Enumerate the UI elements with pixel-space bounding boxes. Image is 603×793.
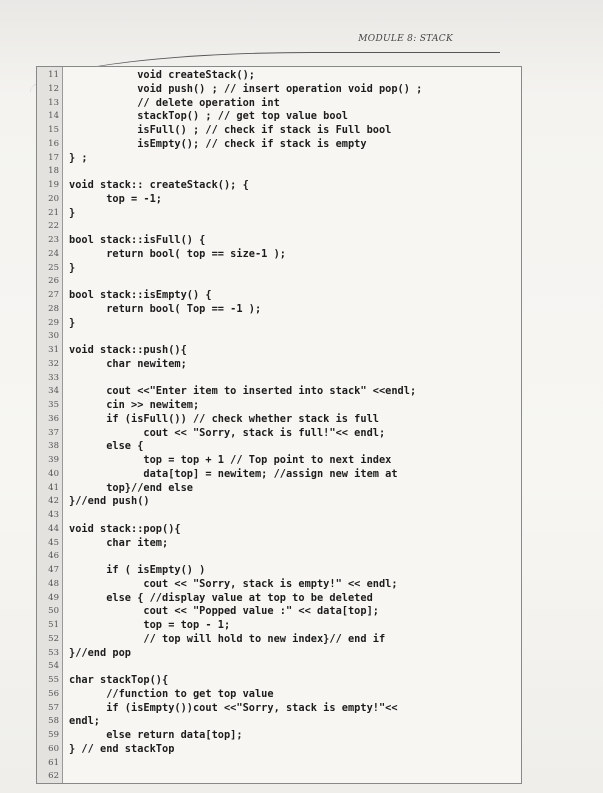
code-line xyxy=(37,550,521,563)
code-text: // delete operation int xyxy=(69,96,280,109)
line-number: 34 xyxy=(48,386,59,397)
line-number: 51 xyxy=(48,620,59,630)
code-line xyxy=(37,440,521,453)
line-number: 31 xyxy=(48,345,59,355)
code-text: bool stack::isFull() { xyxy=(69,234,206,246)
line-number: 55 xyxy=(48,675,59,685)
code-line xyxy=(37,344,521,357)
code-text: return bool( top == size-1 ); xyxy=(69,247,286,260)
line-number: 28 xyxy=(48,303,59,314)
code-text: char newitem; xyxy=(69,357,187,370)
code-text: void createStack(); xyxy=(69,69,255,81)
code-text: if ( isEmpty() ) xyxy=(69,564,206,576)
code-line xyxy=(37,152,521,165)
line-number: 21 xyxy=(48,207,59,218)
line-number: 45 xyxy=(48,537,59,548)
line-number: 16 xyxy=(48,138,59,149)
line-number: 14 xyxy=(48,111,59,122)
code-text: void stack:: createStack(); { xyxy=(69,179,249,191)
line-number: 23 xyxy=(48,235,59,245)
code-text: } xyxy=(69,206,76,219)
code-line xyxy=(37,495,521,508)
code-line xyxy=(37,605,521,618)
line-number: 37 xyxy=(48,427,59,438)
code-text: top = -1; xyxy=(69,192,162,205)
code-text: void stack::push(){ xyxy=(69,344,187,356)
code-text: top = top + 1 // Top point to next index xyxy=(69,454,392,466)
code-text: else { xyxy=(69,440,144,453)
line-number: 19 xyxy=(48,180,59,190)
line-number: 38 xyxy=(48,441,59,452)
code-text: cout << "Popped value :" << data[top]; xyxy=(69,605,379,618)
code-line xyxy=(37,454,521,467)
line-number: 12 xyxy=(48,83,59,94)
code-line xyxy=(37,385,521,398)
code-text: return bool( Top == -1 ); xyxy=(69,302,262,315)
line-number: 11 xyxy=(48,70,59,80)
code-line xyxy=(37,413,521,426)
line-number: 57 xyxy=(48,702,59,713)
line-number: 47 xyxy=(48,565,59,575)
line-number: 13 xyxy=(48,97,59,108)
line-number: 58 xyxy=(48,716,59,727)
line-number: 52 xyxy=(48,633,59,644)
code-line xyxy=(37,262,521,275)
code-line xyxy=(37,509,521,522)
code-line xyxy=(37,97,521,110)
code-text: endl; xyxy=(69,715,100,728)
line-number: 33 xyxy=(48,372,59,383)
line-number: 24 xyxy=(48,248,59,259)
line-number: 49 xyxy=(48,592,59,603)
code-line xyxy=(37,523,521,536)
code-text: } xyxy=(69,316,76,329)
code-text: stackTop() ; // get top value bool xyxy=(69,110,348,123)
code-text: cin >> newitem; xyxy=(69,399,200,411)
code-text: if (isEmpty())cout <<"Sorry, stack is empty!"<< xyxy=(69,701,398,714)
line-number: 46 xyxy=(48,551,59,562)
code-line xyxy=(37,715,521,728)
code-text: } // end stackTop xyxy=(69,742,175,755)
code-line xyxy=(37,275,521,288)
line-number: 35 xyxy=(48,400,59,410)
code-text: else { //display value at top to be deleted xyxy=(69,591,373,604)
line-number: 62 xyxy=(48,771,59,782)
line-number: 17 xyxy=(48,152,59,163)
line-number: 18 xyxy=(48,166,59,177)
code-line xyxy=(37,743,521,756)
code-line xyxy=(37,193,521,206)
code-line xyxy=(37,372,521,385)
code-line xyxy=(37,592,521,605)
line-number: 25 xyxy=(48,262,59,273)
line-number: 22 xyxy=(48,221,59,232)
code-listing xyxy=(36,66,522,784)
code-text: else return data[top]; xyxy=(69,729,243,741)
code-text: }//end push() xyxy=(69,495,150,508)
code-line xyxy=(37,660,521,673)
line-number: 60 xyxy=(48,743,59,754)
code-text: } xyxy=(69,261,76,274)
code-line xyxy=(37,564,521,577)
code-text: isEmpty(); // check if stack is empty xyxy=(69,137,367,150)
code-line xyxy=(37,165,521,178)
line-number: 40 xyxy=(48,468,59,479)
code-line xyxy=(37,688,521,701)
line-number: 36 xyxy=(48,413,59,424)
code-text: void push() ; // insert operation void pop() ; xyxy=(69,82,423,95)
line-number: 54 xyxy=(48,661,59,672)
code-line xyxy=(37,702,521,715)
code-text: cout << "Sorry, stack is full!"<< endl; xyxy=(69,426,386,439)
line-number: 20 xyxy=(48,193,59,204)
line-number: 39 xyxy=(48,455,59,465)
code-line xyxy=(37,303,521,316)
code-text: //function to get top value xyxy=(69,687,274,700)
line-number: 50 xyxy=(48,606,59,617)
line-number: 26 xyxy=(48,276,59,287)
code-line xyxy=(37,220,521,233)
code-text: } ; xyxy=(69,151,88,164)
code-line xyxy=(37,207,521,220)
code-line xyxy=(37,399,521,412)
line-number: 61 xyxy=(48,757,59,768)
code-line xyxy=(37,330,521,343)
code-line xyxy=(37,578,521,591)
code-text: data[top] = newitem; //assign new item at xyxy=(69,467,398,480)
line-number: 15 xyxy=(48,125,59,135)
line-number: 59 xyxy=(48,730,59,740)
code-line xyxy=(37,358,521,371)
line-number: 29 xyxy=(48,317,59,328)
code-line xyxy=(37,138,521,151)
code-text: top}//end else xyxy=(69,481,193,494)
code-line xyxy=(37,674,521,687)
running-header: MODULE 8: STACK xyxy=(358,34,453,44)
code-line xyxy=(37,482,521,495)
code-line xyxy=(37,647,521,660)
code-line xyxy=(37,83,521,96)
line-number: 27 xyxy=(48,290,59,300)
code-line xyxy=(37,633,521,646)
line-number: 30 xyxy=(48,331,59,342)
line-number: 56 xyxy=(48,688,59,699)
code-text: top = top - 1; xyxy=(69,619,231,631)
code-line xyxy=(37,248,521,261)
code-line xyxy=(37,317,521,330)
line-number: 53 xyxy=(48,647,59,658)
code-text: char stackTop(){ xyxy=(69,674,169,686)
code-line xyxy=(37,770,521,783)
code-line xyxy=(37,110,521,123)
code-line xyxy=(37,69,521,82)
line-number: 42 xyxy=(48,496,59,507)
code-text: void stack::pop(){ xyxy=(69,522,181,535)
code-line xyxy=(37,619,521,632)
line-number: 32 xyxy=(48,358,59,369)
code-text: char item; xyxy=(69,536,169,549)
code-line xyxy=(37,289,521,302)
code-line xyxy=(37,234,521,247)
code-text: cout << "Sorry, stack is empty!" << endl; xyxy=(69,577,398,590)
code-line xyxy=(37,729,521,742)
code-line xyxy=(37,468,521,481)
code-text: bool stack::isEmpty() { xyxy=(69,289,212,301)
code-line xyxy=(37,124,521,137)
line-number: 44 xyxy=(48,523,59,534)
code-line xyxy=(37,757,521,770)
code-line xyxy=(37,427,521,440)
code-text: isFull() ; // check if stack is Full bool xyxy=(69,124,392,136)
code-line xyxy=(37,537,521,550)
code-text: if (isFull()) // check whether stack is full xyxy=(69,412,379,425)
code-text: // top will hold to new index}// end if xyxy=(69,632,386,645)
line-number: 43 xyxy=(48,510,59,520)
line-number: 41 xyxy=(48,482,59,493)
code-line xyxy=(37,179,521,192)
code-text: cout <<"Enter item to inserted into stack" <<endl; xyxy=(69,385,417,398)
code-text: }//end pop xyxy=(69,646,131,659)
line-number: 48 xyxy=(48,578,59,589)
